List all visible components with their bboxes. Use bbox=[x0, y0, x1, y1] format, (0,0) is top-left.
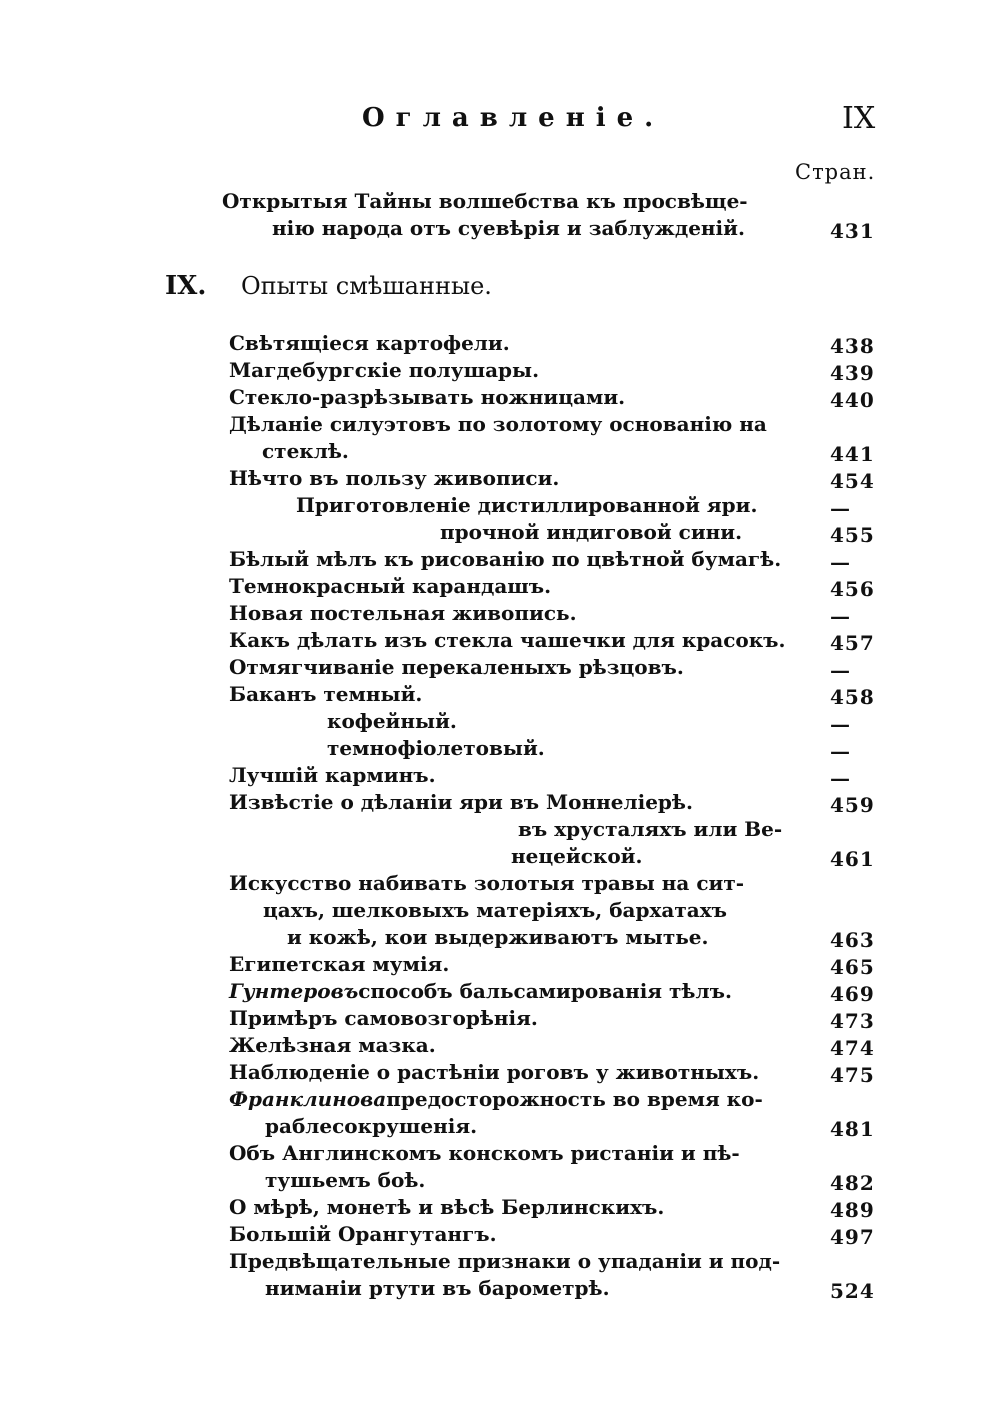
toc-entry-page: 473 bbox=[830, 1009, 875, 1033]
toc-entry bbox=[511, 843, 642, 869]
toc-entry-page: 459 bbox=[830, 793, 875, 817]
toc-entry-text: Лучшій карминъ. bbox=[229, 763, 436, 787]
toc-entry-text: тушьемъ боѣ. bbox=[265, 1168, 426, 1192]
toc-entry-text: Свѣтящіеся картофели. bbox=[229, 331, 510, 355]
toc-entry-text: предосторожность во время ко- bbox=[386, 1087, 763, 1111]
pre-entry-page: 431 bbox=[830, 219, 875, 243]
page-header-number: IX bbox=[842, 101, 876, 136]
toc-entry-text: Новая постельная живопись. bbox=[229, 601, 577, 625]
toc-entry-text: Наблюденіе о растѣніи роговъ у животныхъ. bbox=[229, 1060, 760, 1084]
page-header-title: Оглавленіе. bbox=[362, 103, 665, 133]
toc-entry-text: Большій Орангутангъ. bbox=[229, 1222, 497, 1246]
toc-entry-text: О мѣрѣ, монетѣ и вѣсѣ Берлинскихъ. bbox=[229, 1195, 665, 1219]
toc-entry-text: Извѣстіе о дѣланіи яри въ Моннелiерѣ. bbox=[229, 790, 693, 814]
toc-entry-text: способъ бальсамированія тѣлъ. bbox=[358, 979, 732, 1003]
toc-entry bbox=[229, 627, 785, 653]
toc-entry bbox=[229, 600, 577, 626]
toc-entry-page: — bbox=[830, 604, 851, 628]
toc-entry-page: — bbox=[830, 658, 851, 682]
toc-entry-page: 456 bbox=[830, 577, 875, 601]
toc-entry-text: и кожѣ, кои выдерживаютъ мытье. bbox=[287, 925, 709, 949]
toc-entry-page: 438 bbox=[830, 334, 875, 358]
toc-entry-text: темнофіолетовый. bbox=[327, 736, 545, 760]
toc-entry-page: 454 bbox=[830, 469, 875, 493]
toc-entry-page: 489 bbox=[830, 1198, 875, 1222]
toc-entry-text: Бѣлый мѣлъ къ рисованію по цвѣтной бумагѣ. bbox=[229, 547, 782, 571]
toc-entry-text: Примѣръ самовозгорѣнія. bbox=[229, 1006, 538, 1030]
toc-entry bbox=[265, 1113, 477, 1139]
toc-entry bbox=[229, 411, 767, 437]
toc-entry-text: кофейный. bbox=[327, 709, 457, 733]
toc-entry bbox=[327, 708, 457, 734]
toc-entry bbox=[229, 789, 693, 815]
toc-entry bbox=[229, 384, 625, 410]
toc-entry bbox=[229, 1005, 538, 1031]
toc-entry-page: — bbox=[830, 766, 851, 790]
toc-entry-page: 469 bbox=[830, 982, 875, 1006]
toc-entry-text: ниманіи ртути въ барометрѣ. bbox=[265, 1276, 610, 1300]
toc-entry-text: Магдебургскіе полушары. bbox=[229, 358, 540, 382]
toc-entry bbox=[229, 1086, 763, 1112]
toc-entry-page: 463 bbox=[830, 928, 875, 952]
toc-entry-text: нецейской. bbox=[511, 844, 643, 868]
toc-entry-text: Темнокрасный карандашъ. bbox=[229, 574, 552, 598]
toc-entry-text: Объ Англинскомъ конскомъ ристаніи и пѣ- bbox=[229, 1141, 740, 1165]
toc-entry-italic-name: Гунтеровъ bbox=[229, 979, 359, 1003]
toc-entry-text: Какъ дѣлать изъ стекла чашечки для красокъ. bbox=[229, 628, 786, 652]
toc-entry bbox=[265, 1167, 425, 1193]
toc-entry-text: стеклѣ. bbox=[262, 439, 349, 463]
pre-entry-line-2: нію народа отъ суевѣрія и заблужденій. bbox=[272, 216, 745, 240]
toc-entry bbox=[229, 330, 510, 356]
toc-entry-page: 475 bbox=[830, 1063, 875, 1087]
toc-entry bbox=[263, 897, 727, 923]
toc-entry-page: — bbox=[830, 712, 851, 736]
toc-entry bbox=[287, 924, 709, 950]
toc-entry-text: Баканъ темный. bbox=[229, 682, 423, 706]
toc-entry-page: 458 bbox=[830, 685, 875, 709]
toc-entry-text: Желѣзная мазка. bbox=[229, 1033, 436, 1057]
page-column-label: Стран. bbox=[795, 160, 876, 184]
toc-entry bbox=[229, 1140, 740, 1166]
toc-entry bbox=[229, 357, 539, 383]
toc-entry-page: 441 bbox=[830, 442, 875, 466]
toc-entry-page: 465 bbox=[830, 955, 875, 979]
toc-entry-page: 440 bbox=[830, 388, 875, 412]
toc-entry-page: — bbox=[830, 739, 851, 763]
toc-entry-text: Египетская мумія. bbox=[229, 952, 450, 976]
toc-entry-text: Стекло-разрѣзывать ножницами. bbox=[229, 385, 626, 409]
toc-entry-text: Нѣчто въ пользу живописи. bbox=[229, 466, 560, 490]
toc-entry-text: прочной индиговой сини. bbox=[440, 520, 743, 544]
toc-entry-page: 455 bbox=[830, 523, 875, 547]
toc-entry bbox=[229, 1221, 497, 1247]
toc-entry-italic-name: Франклинова bbox=[229, 1087, 387, 1111]
toc-entry bbox=[229, 870, 744, 896]
toc-entry-text: Отмягчиваніе перекаленыхъ рѣзцовъ. bbox=[229, 655, 684, 679]
toc-entry bbox=[229, 978, 732, 1004]
toc-entry-page: 481 bbox=[830, 1117, 875, 1141]
toc-entry bbox=[229, 465, 559, 491]
toc-entry bbox=[229, 573, 551, 599]
toc-entry bbox=[229, 951, 449, 977]
toc-entry-text: цахъ, шелковыхъ матеріяхъ, бархатахъ bbox=[263, 898, 727, 922]
toc-entry bbox=[229, 1248, 780, 1274]
toc-entry-text: Предвѣщательные признаки о упаданіи и под- bbox=[229, 1249, 781, 1273]
toc-entry bbox=[229, 654, 684, 680]
toc-entry-text: въ хрусталяхъ или Ве- bbox=[518, 817, 783, 841]
pre-entry-line-1: Открытыя Тайны волшебства къ просвѣще- bbox=[222, 189, 748, 213]
toc-entry bbox=[265, 1275, 610, 1301]
toc-entry-page: 461 bbox=[830, 847, 875, 871]
toc-entry-page: 497 bbox=[830, 1225, 875, 1249]
toc-entry-page: 482 bbox=[830, 1171, 875, 1195]
toc-entry bbox=[327, 735, 545, 761]
toc-entry-text: раблесокрушенія. bbox=[265, 1114, 478, 1138]
toc-entry-text: Приготовленіе дистиллированной яри. bbox=[296, 493, 758, 517]
toc-entry bbox=[262, 438, 349, 464]
toc-entry bbox=[229, 1194, 664, 1220]
toc-entry-page: 457 bbox=[830, 631, 875, 655]
toc-entry bbox=[229, 681, 422, 707]
toc-entry-page: — bbox=[830, 550, 851, 574]
toc-entry-page: 474 bbox=[830, 1036, 875, 1060]
toc-entry bbox=[229, 546, 781, 572]
toc-entry bbox=[440, 519, 742, 545]
toc-entry bbox=[229, 1059, 759, 1085]
toc-entry-page: — bbox=[830, 496, 851, 520]
toc-entry-text: Дѣланіе силуэтовъ по золотому основанію на bbox=[229, 412, 767, 436]
section-number: IX. bbox=[165, 271, 207, 301]
section-title: Опыты смѣшанные. bbox=[241, 272, 492, 300]
toc-entry bbox=[518, 816, 782, 842]
toc-entry bbox=[229, 762, 436, 788]
toc-entry-page: 439 bbox=[830, 361, 875, 385]
toc-entry-page: 524 bbox=[830, 1279, 875, 1303]
toc-entry bbox=[296, 492, 757, 518]
toc-entry bbox=[229, 1032, 436, 1058]
toc-entry-text: Искусство набивать золотыя травы на сит- bbox=[229, 871, 745, 895]
